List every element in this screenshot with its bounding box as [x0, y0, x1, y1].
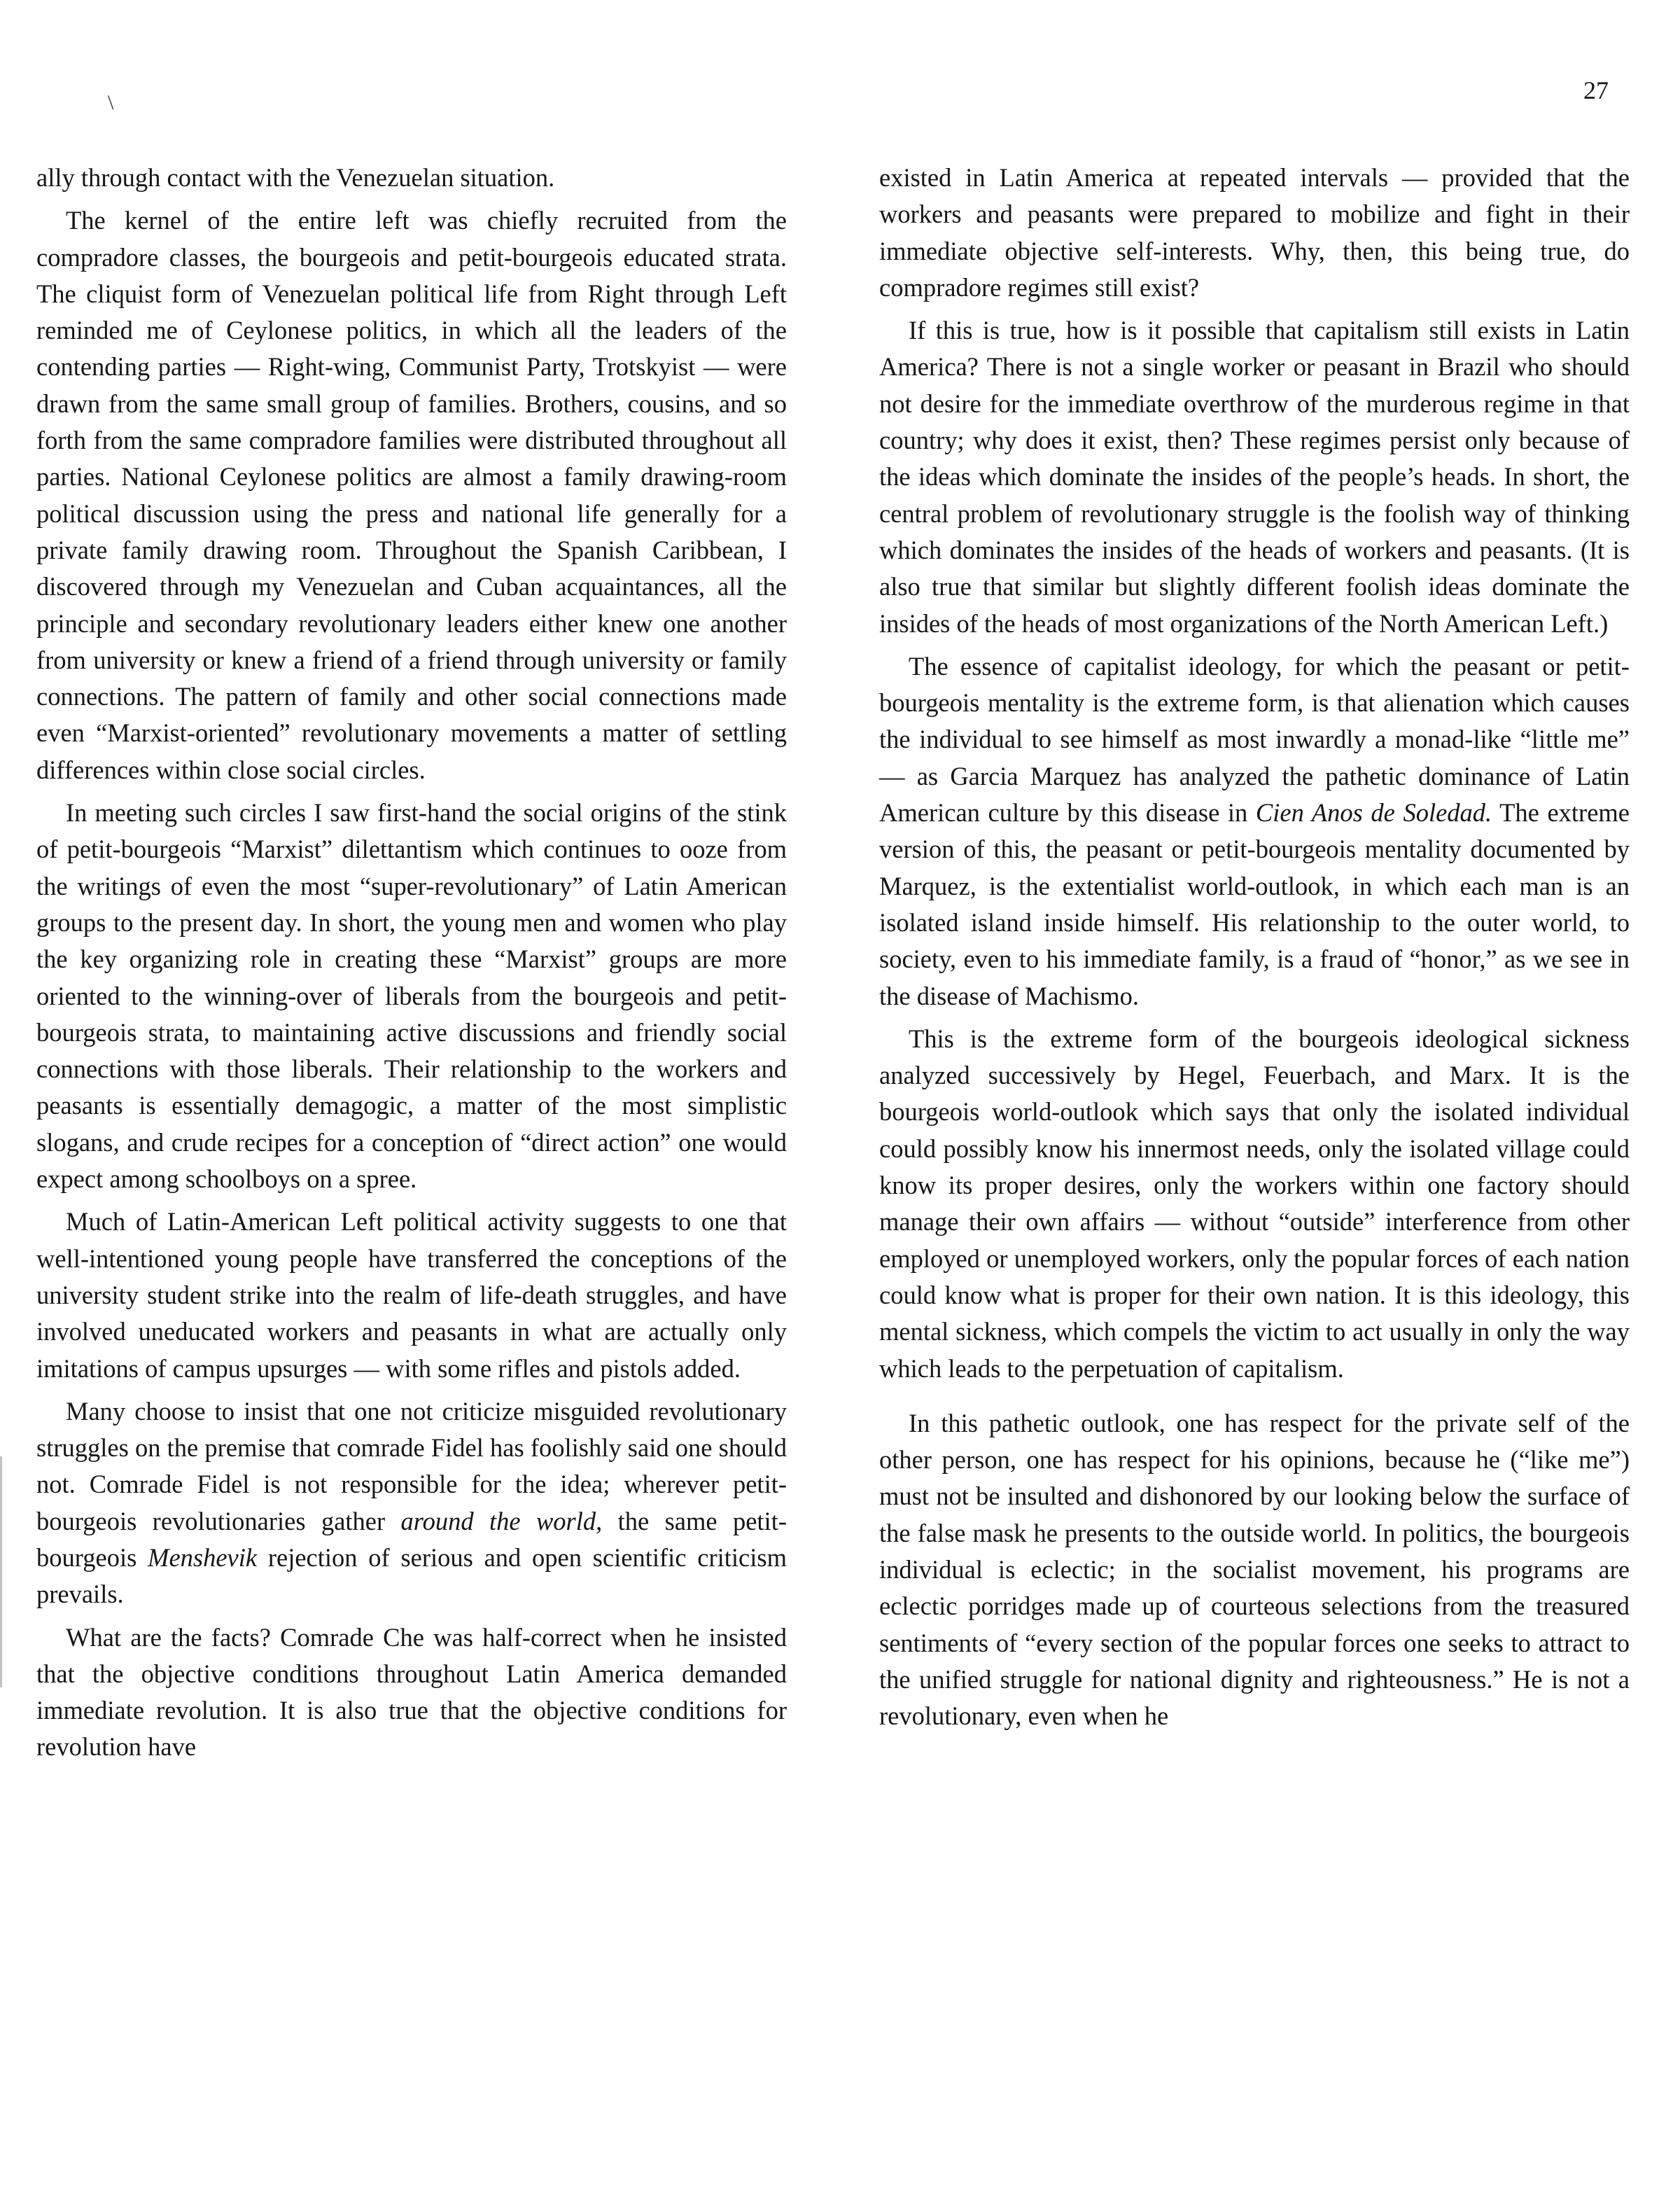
stray-scan-mark: \	[108, 91, 114, 114]
left-paragraph-6: What are the facts? Comrade Che was half-correct when he insisted that the objective conditions throughout Latin America demanded immediate revolution. It is also true that the objective conditions for revolution have	[36, 1622, 787, 1762]
left-paragraph-5-emphasis-1: around the world,	[400, 1506, 603, 1535]
left-paragraph-3: In meeting such circles I saw first-hand the social origins of the stink of petit-bourgeois “Marxist” dilettantism which continues to ooze from the writings of even the most “super-revolutionary” of Latin American groups to the present day. In short, the young men and women who play the key organizing role in creating these “Marxist” groups are more oriented to the winning-over of liberals from the bourgeois and petit-bourgeois strata, to maintaining active discussions and friendly social connections with those liberals. Their relationship to the workers and peasants is essentially demagogic, a matter of the most simplistic slogans, and crude recipes for a conception of “direct action” one would expect among schoolboys on a spree.	[36, 798, 787, 1194]
left-paragraph-5-text-c: rejection of serious and open scientific criticism prevails.	[36, 1542, 787, 1609]
right-paragraph-3-text-b: The extreme version of this, the peasant or petit-bourgeois mentality documented by Marquez, is the extentialist world-outlook, in which each man is an isolated island inside himself. His relationship to the outer world, to society, even to his immediate family, is a fraud of “honor,” as we see in the disease of Machismo.	[879, 798, 1630, 1010]
left-column	[36, 160, 787, 1772]
right-paragraph-5: In this pathetic outlook, one has respect for the private self of the other person, one has respect for his opinions, because he (“like me”) must not be insulted and dishonored by our looking below the surface of the false mask he presents to the outside world. In politics, the bourgeois individual is eclectic; in the socialist movement, his programs are eclectic porridges made up of courteous selections from the treasured sentiments of “every section of the popular forces one seeks to attract to the unified struggle for national dignity and righteousness.” He is not a revolutionary, even when he	[879, 1408, 1630, 1731]
page-number: 27	[1583, 76, 1609, 104]
right-paragraph-3-emphasis: Cien Anos de Soledad.	[1255, 798, 1492, 828]
right-paragraph-3	[879, 648, 1630, 1015]
left-paragraph-5-text-b: the same petit-bourgeois	[36, 1506, 787, 1572]
right-paragraph-1: existed in Latin America at repeated intervals — provided that the workers and peasants were prepared to mobilize and fight in their immediate objective self-interests. Why, then, this being true, do compradore regimes still exist?	[879, 163, 1630, 302]
right-paragraph-4: This is the extreme form of the bourgeois ideological sickness analyzed successively by Hegel, Feuerbach, and Marx. It is the bourgeois world-outlook which says that only the isolated individual could possibly know his innermost needs, only the isolated village could know its proper desires, only the workers within one factory should manage their own affairs — without “outside” interference from other employed or unemployed workers, only the popular forces of each nation could know what is proper for their own nation. It is this ideology, this mental sickness, which compels the victim to act usually in only the way which leads to the perpetuation of capitalism.	[879, 1024, 1630, 1383]
right-paragraph-2: If this is true, how is it possible that capitalism still exists in Latin America? There is not a single worker or peasant in Brazil who should not desire for the immediate overthrow of the murderous regime in that country; why does it exist, then? These regimes persist only because of the ideas which dominate the insides of the people’s heads. In short, the central problem of revolutionary struggle is the foolish way of thinking which dominates the insides of the heads of workers and peasants. (It is also true that similar but slightly different foolish ideas dominate the insides of the heads of most organizations of the North American Left.)	[879, 316, 1630, 638]
left-paragraph-4: Much of Latin-American Left political activity suggests to one that well-intentioned young people have transferred the conceptions of the university student strike into the realm of life-death struggles, and have involved uneducated workers and peasants in what are actually only imitations of campus upsurges — with some rifles and pistols added.	[36, 1207, 787, 1383]
left-paragraph-5	[36, 1393, 787, 1613]
left-paragraph-5-emphasis-2: Menshevik	[148, 1542, 258, 1572]
right-column	[879, 160, 1630, 1741]
left-paragraph-2: The kernel of the entire left was chiefly recruited from the compradore classes, the bourgeois and petit-bourgeois educated strata. The cliquist form of Venezuelan political life from Right through Left reminded me of Ceylonese politics, in which all the leaders of the contending parties — Right-wing, Communist Party, Trotskyist — were drawn from the same small group of families. Brothers, cousins, and so forth from the same compradore families were distributed throughout all parties. National Ceylonese politics are almost a family drawing-room political discussion using the press and national life generally for a private family drawing room. Throughout the Spanish Caribbean, I discovered through my Venezuelan and Cuban acquaintances, all the principle and secondary revolutionary leaders either knew one another from university or knew a friend of a friend through university or family connections. The pattern of family and other social connections made even “Marxist-oriented” revolutionary movements a matter of settling differences within close social circles.	[36, 206, 787, 784]
left-paragraph-1: ally through contact with the Venezuelan situation.	[36, 163, 555, 192]
scan-edge-mark	[0, 1456, 2, 1687]
left-paragraph-5-text-a: Many choose to insist that one not criticize misguided revolutionary struggles on the premise that comrade Fidel has foolishly said one should not. Comrade Fidel is not responsible for the idea; wherever petit-bourgeois revolutionaries gather	[36, 1396, 787, 1535]
right-paragraph-3-text-a: The essence of capitalist ideology, for which the peasant or petit-bourgeois mentality is the extreme form, is that alienation which causes the individual to see himself as most inwardly a monad-like “little me” — as Garcia Marquez has analyzed the pathetic dominance of Latin American culture by this disease in	[879, 651, 1630, 828]
